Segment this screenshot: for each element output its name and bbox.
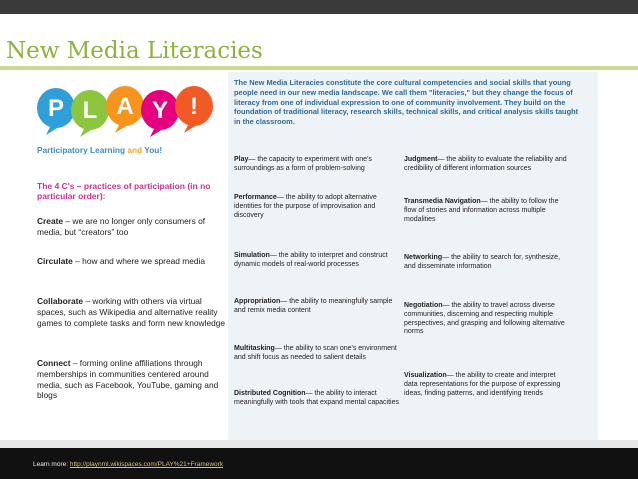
infographic (28, 72, 598, 440)
nml-intro: The New Media Literacies constitute the core cultural competencies and social skills that young people need in our new media landscape. We call them "literacies," but they change the focus of literacy from one of individual expression to one of community involvement. They build on the foundation of traditional literacy, research skills, technical skills, and critical analysis skills taught in the classroom. (234, 78, 579, 127)
def-text: — the ability to search for, synthesize, and disseminate information (404, 254, 561, 270)
logo-bubble-1 (37, 88, 75, 135)
def-distributed-cognition (234, 390, 399, 408)
learn-more-label: Learn more: (33, 461, 69, 468)
def-term: Networking (404, 254, 443, 261)
def-networking (404, 254, 569, 272)
def-term: Transmedia Navigation (404, 198, 481, 205)
learn-more (33, 461, 223, 468)
practice-text: – forming online affiliations through memberships in communities centered around media, such as Facebook, YouTube, gaming and blogs (37, 358, 219, 401)
title-underline (0, 66, 638, 70)
def-simulation (234, 252, 399, 270)
def-text: — the ability to meaningfully sample and remix media content (234, 298, 393, 314)
def-term: Appropriation (234, 298, 281, 305)
def-text: — the ability to interact meaningfully with tools that expand mental capacities (234, 390, 399, 406)
def-performance (234, 194, 399, 220)
def-term: Distributed Cognition (234, 390, 306, 397)
def-term: Simulation (234, 252, 270, 259)
def-transmedia-navigation (404, 198, 569, 224)
def-appropriation (234, 298, 399, 316)
practice-text: – we are no longer only consumers of media, but “creators” too (37, 216, 206, 237)
practice-text: – working with others via virtual spaces, such as Wikipedia and alternative reality games to complete tasks and form new knowledge (37, 296, 226, 328)
def-text: — the ability to create and interpret data representations for the purpose of expressing ideas, finding patterns, and identifying trends (404, 372, 561, 397)
practice-term: Collaborate (37, 296, 84, 306)
def-term: Visualization (404, 372, 447, 379)
play-logo (36, 82, 214, 140)
def-text: — the ability to follow the flow of stories and information across multiple modalities (404, 198, 559, 223)
practice-connect (37, 358, 229, 401)
def-visualization (404, 372, 569, 398)
subtitle-part2: You! (142, 145, 163, 155)
logo-letter: Y (151, 97, 169, 124)
practice-create (37, 216, 229, 238)
def-term: Performance (234, 194, 277, 201)
play-subtitle (37, 145, 162, 155)
subtitle-part1: Participatory Learning (37, 145, 128, 155)
footer-strip (0, 440, 638, 448)
practice-circulate (37, 256, 229, 267)
def-multitasking (234, 345, 399, 363)
practices-heading: The 4 C's – practices of participation (in no particular order): (37, 181, 211, 201)
def-text: — the capacity to experiment with one's surroundings as a form of problem-solving (234, 156, 372, 172)
practice-collaborate (37, 296, 229, 328)
def-play (234, 156, 399, 174)
def-term: Negotiation (404, 302, 443, 309)
def-text: — the ability to scan one's environment and shift focus as needed to salient details (234, 345, 397, 361)
practice-term: Create (37, 216, 64, 226)
logo-bubble-4 (141, 90, 179, 137)
practice-text: – how and where we spread media (72, 256, 206, 266)
def-text: — the ability to adopt alternative identities for the purpose of improvisation and discovery (234, 194, 377, 219)
def-term: Judgment (404, 156, 438, 163)
left-column (28, 72, 228, 440)
def-text: — the ability to travel across diverse communities, discerning and respecting multiple perspectives, and grasping and following alternative norms (404, 302, 565, 336)
learn-more-link[interactable]: http://playnml.wikispaces.com/PLAY%21+Framework (69, 461, 224, 468)
practice-term: Connect (37, 358, 71, 368)
logo-letter: L (82, 97, 98, 124)
def-term: Multitasking (234, 345, 275, 352)
def-text: — the ability to interpret and construct dynamic models of real-world processes (234, 252, 388, 268)
logo-bubble-3 (106, 86, 144, 133)
slide-title: New Media Literacies (6, 38, 263, 64)
def-judgment (404, 156, 569, 174)
def-text: — the ability to evaluate the reliability and credibility of different information sources (404, 156, 567, 172)
def-negotiation (404, 302, 569, 337)
subtitle-and: and (127, 145, 143, 155)
logo-bubble-2 (71, 90, 109, 137)
practice-term: Circulate (37, 256, 73, 266)
def-term: Play (234, 156, 249, 163)
logo-letter: A (116, 93, 134, 120)
logo-letter: ! (190, 93, 198, 120)
top-bar (0, 0, 638, 14)
logo-bubble-5 (175, 86, 213, 133)
logo-letter: P (47, 95, 65, 122)
